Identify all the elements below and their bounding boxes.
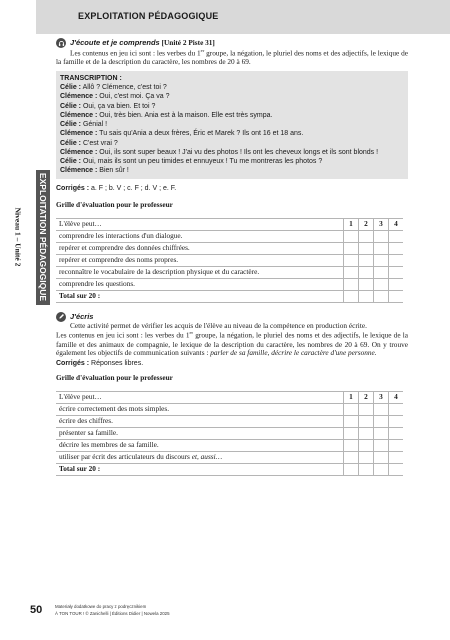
grid-total-row [56,464,403,476]
grid-header-row [56,218,403,230]
grid-row [56,266,403,278]
evaluation-grid-writing [56,391,403,476]
grid-criterion: repérer et comprendre des noms propres. [56,254,344,266]
pencil-icon [56,312,66,322]
grid-criterion: décrire les membres de sa famille. [56,440,344,452]
score-cell[interactable] [389,452,404,464]
score-cell[interactable] [359,266,374,278]
grid-header-label: L'élève peut… [56,392,344,404]
section-contents: Les contenus en jeu ici sont : les verbes du 1er groupe, la négation, le pluriel des noms et des adjectifs, le lexique de la famille et des animaux de compagnie, le lexique de la description du caractère, les nombres de 20 à 69. On y trouve également les objectifs de communication suivants : parler de sa famille, décrire le caractère d'une personne. [56,330,408,358]
evaluation-grid-listening [56,218,403,303]
grid-total-label: Total sur 20 : [56,290,344,302]
score-cell[interactable] [344,404,359,416]
score-cell[interactable] [359,230,374,242]
score-cell[interactable] [359,254,374,266]
score-cell[interactable] [374,266,389,278]
grid-criterion: utiliser par écrit des articulateurs du discours et, aussi… [56,452,344,464]
grid-criterion: écrire des chiffres. [56,416,344,428]
score-cell[interactable] [389,266,404,278]
headphones-icon [56,38,66,48]
score-cell[interactable] [344,440,359,452]
section-title: J'écoute et je comprends [70,38,160,47]
score-cell[interactable] [374,452,389,464]
footer-copyright: À TON TOUR ! © Zanichelli | Éditions Didier | Nowela 2025 [55,611,170,616]
grid-header-label: L'élève peut… [56,218,344,230]
transcript-line: Célie : Oui, mais ils sont un peu timides et ennuyeux ! Tu me montreras les photos ? [60,158,323,166]
score-cell[interactable] [389,404,404,416]
transcript-line: Célie : Génial ! [60,121,108,129]
grid-row [56,428,403,440]
side-level-label: Niveau 1 – Unité 2 [13,207,23,267]
score-cell[interactable] [389,464,404,476]
score-cell[interactable] [389,440,404,452]
score-cell[interactable] [344,266,359,278]
answer-key: Corrigés : a. F ; b. V ; c. F ; d. V ; e. F. [56,184,177,192]
score-cell[interactable] [344,242,359,254]
score-cell[interactable] [374,404,389,416]
score-cell[interactable] [344,452,359,464]
transcript-line: Célie : C'est vrai ? [60,139,118,147]
score-cell[interactable] [344,464,359,476]
transcript-box [56,71,408,179]
score-cell[interactable] [359,290,374,302]
side-tab-label: EXPLOITATION PÉDAGOGIQUE [38,172,48,302]
section-intro: Les contenus en jeu ici sont : les verbes du 1er groupe, la négation, le pluriel des noms et des adjectifs, le lexique de la famille et de la description du caractère, les nombres de 20 à 69. [56,48,408,67]
score-cell[interactable] [389,290,404,302]
grid-score-column: 1 [344,392,359,404]
transcript-line: Célie : Allô ? Clémence, c'est toi ? [60,84,167,92]
score-cell[interactable] [359,440,374,452]
score-cell[interactable] [344,278,359,290]
transcript-line: Clémence : Oui, très bien. Ania est à la maison. Elle est très sympa. [60,111,273,119]
score-cell[interactable] [359,242,374,254]
grid-score-column: 4 [389,392,404,404]
main-content [56,38,408,476]
grid-total-label: Total sur 20 : [56,464,344,476]
score-cell[interactable] [344,428,359,440]
score-cell[interactable] [374,254,389,266]
score-cell[interactable] [374,440,389,452]
grid-criterion: reconnaître le vocabulaire de la description physique et du caractère. [56,266,344,278]
score-cell[interactable] [344,416,359,428]
score-cell[interactable] [389,242,404,254]
score-cell[interactable] [359,464,374,476]
score-cell[interactable] [374,242,389,254]
transcript-line: Célie : Oui, ça va bien. Et toi ? [60,102,156,110]
score-cell[interactable] [374,464,389,476]
score-cell[interactable] [359,452,374,464]
score-cell[interactable] [374,428,389,440]
grid-criterion: repérer et comprendre des données chiffrées. [56,242,344,254]
score-cell[interactable] [374,278,389,290]
score-cell[interactable] [389,278,404,290]
score-cell[interactable] [389,428,404,440]
score-cell[interactable] [359,278,374,290]
score-cell[interactable] [389,254,404,266]
section-listening-heading [56,38,408,48]
grid-title: Grille d'évaluation pour le professeur [56,199,173,209]
page-header [36,0,450,34]
grid-row [56,416,403,428]
section-title: J'écris [70,311,94,321]
grid-score-column: 3 [374,218,389,230]
score-cell[interactable] [359,404,374,416]
footer-credit: Materiały dodatkowe do pracy z podręcznikiem [55,604,147,609]
page-number: 50 [30,604,43,616]
grid-row [56,404,403,416]
grid-criterion: écrire correctement des mots simples. [56,404,344,416]
grid-score-column: 1 [344,218,359,230]
grid-score-column: 4 [389,218,404,230]
score-cell[interactable] [344,230,359,242]
grid-total-row [56,290,403,302]
score-cell[interactable] [359,428,374,440]
score-cell[interactable] [344,254,359,266]
transcript-line: Clémence : Oui, ils sont super beaux ! J'ai vu des photos ! Ils ont les cheveux longs et ils sont blonds ! [60,148,379,156]
grid-criterion: comprendre les interactions d'un dialogue. [56,230,344,242]
score-cell[interactable] [374,230,389,242]
transcript-title: TRANSCRIPTION : [60,74,122,82]
header-title: EXPLOITATION PÉDAGOGIQUE [78,11,219,21]
grid-row [56,452,403,464]
grid-criterion: comprendre les questions. [56,278,344,290]
grid-row [56,440,403,452]
score-cell[interactable] [359,416,374,428]
transcript-line: Clémence : Tu sais qu'Ania a deux frères, Éric et Marek ? Ils ont 16 et 18 ans. [60,130,304,138]
score-cell[interactable] [389,230,404,242]
grid-row [56,278,403,290]
grid-row [56,230,403,242]
grid-score-column: 3 [374,392,389,404]
grid-score-column: 2 [359,392,374,404]
transcript-line: Clémence : Bien sûr ! [60,167,129,175]
grid-row [56,254,403,266]
score-cell[interactable] [389,416,404,428]
transcript-line: Clémence : Oui, c'est moi. Ça va ? [60,93,170,101]
grid-criterion: présenter sa famille. [56,428,344,440]
section-intro: Cette activité permet de vérifier les acquis de l'élève au niveau de la compétence en production écrite. [70,320,367,330]
answer-key: Corrigés : Réponses libres. [56,360,144,368]
grid-score-column: 2 [359,218,374,230]
grid-header-row [56,392,403,404]
score-cell[interactable] [344,290,359,302]
grid-title: Grille d'évaluation pour le professeur [56,373,173,383]
track-reference: [Unité 2 Piste 31] [161,38,215,47]
score-cell[interactable] [374,290,389,302]
score-cell[interactable] [374,416,389,428]
grid-row [56,242,403,254]
